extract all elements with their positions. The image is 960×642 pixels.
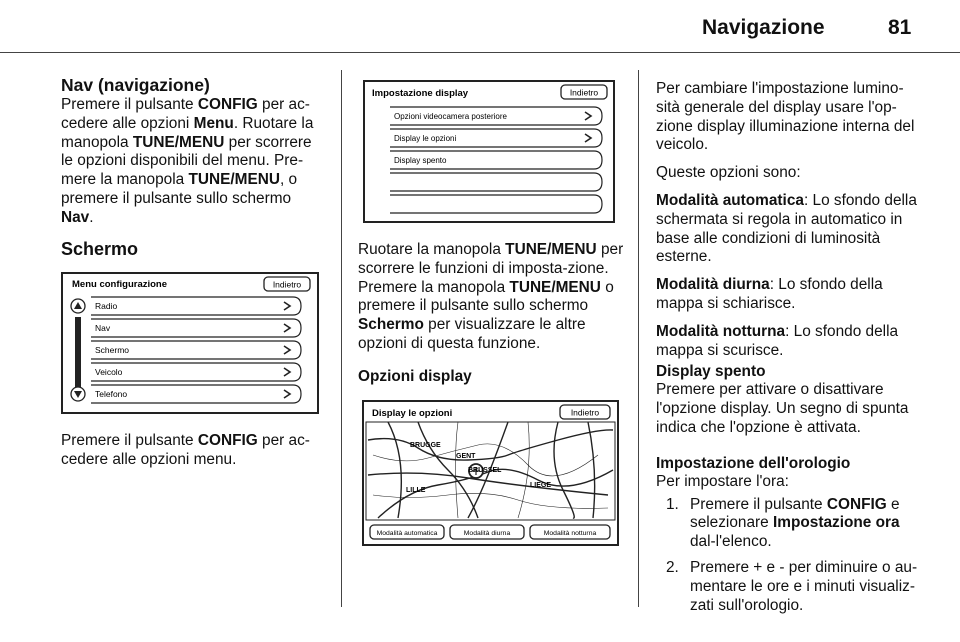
screen1-back-label: Indietro: [272, 279, 302, 290]
header-rule: [0, 52, 960, 53]
menu-item-label: Veicolo: [95, 367, 123, 378]
button-label: Modalità automatica: [376, 529, 438, 537]
map-area[interactable]: [366, 422, 615, 520]
column-divider-1: [341, 70, 342, 607]
section-heading-opzioni-display: Opzioni display: [358, 367, 472, 385]
map-city-label: BRUSSEL: [468, 466, 502, 474]
menu-item-label: Nav: [95, 323, 111, 334]
paragraph-display-spento: Premere per attivare o disattivare l'opzione display. Un segno di spunta indica che l'opzione è attivata.: [656, 381, 909, 436]
menu-item-label: Display spento: [394, 156, 447, 165]
column-2: [358, 80, 624, 546]
map-city-label: LILLE: [406, 486, 426, 494]
option-modalita-automatica: Modalità automatica: Lo sfondo della schermata si regola in automatico in base alle condizioni di luminosità esterne.: [656, 191, 917, 266]
subheading-orologio: Impostazione dell'orologio: [656, 454, 851, 472]
screen-menu-configurazione-svg: [61, 272, 319, 414]
steps-list: [666, 496, 924, 616]
button-modalita-automatica[interactable]: [370, 525, 444, 539]
screen-impostazione-display: [358, 80, 616, 223]
header-title: Navigazione: [702, 16, 825, 39]
paragraph-impostare-ora: Per impostare l'ora:: [656, 472, 789, 490]
step-item: 1. Premere il pulsante CONFIG e selezionare Impostazione ora dal-l'elenco.: [666, 495, 900, 551]
page-number: 81: [888, 16, 912, 39]
paragraph-opzioni: Queste opzioni sono:: [656, 164, 801, 182]
section-heading-schermo: Schermo: [61, 238, 139, 259]
paragraph-nav: Premere il pulsante CONFIG per ac-cedere alle opzioni Menu. Ruotare la manopola TUNE/MENU per scorrere le opzioni disponibili del menu. Pre-mere la manopola TUNE/MENU, o premere il pulsante sullo schermo Nav.: [61, 96, 314, 226]
map-city-label: LIEGE: [530, 481, 552, 489]
screen1-title: Menu configurazione: [72, 279, 167, 291]
subheading-display-spento: Display spento: [656, 363, 766, 381]
scrollbar-thumb[interactable]: [75, 317, 81, 387]
button-label: Modalità notturna: [543, 529, 597, 537]
screen-impostazione-display-svg: [358, 80, 616, 223]
menu-item-label: Opzioni videocamera posteriore: [394, 112, 507, 121]
menu-item-label: Radio: [95, 301, 118, 312]
screen3-back-label: Indietro: [570, 407, 600, 418]
button-label: Modalità diurna: [463, 529, 511, 537]
option-modalita-notturna: Modalità notturna: Lo sfondo della mappa si scurisce.: [656, 322, 899, 359]
section-heading-nav: Nav (navigazione): [61, 75, 210, 95]
screen2-title: Impostazione display: [372, 88, 469, 99]
map-city-label: BRUGGE: [410, 441, 441, 449]
screen-display-opzioni-svg: [358, 400, 620, 546]
screen2-back-label: Indietro: [569, 87, 599, 98]
column-1: [61, 74, 327, 479]
column-divider-2: [638, 70, 639, 607]
button-modalita-diurna[interactable]: [450, 525, 524, 539]
step-item: 2. Premere + e - per diminuire o au-mentare le ore e i minuti visualiz-zati sull'orologio.: [666, 558, 918, 614]
column-3: [656, 80, 924, 622]
screen3-title: Display le opzioni: [372, 407, 453, 419]
paragraph-luminosita: Per cambiare l'impostazione lumino-sità generale del display usare l'op-zione display illuminazione interna del veicolo.: [656, 80, 915, 154]
menu-item-label: Telefono: [95, 389, 128, 400]
button-modalita-notturna[interactable]: [530, 525, 610, 539]
screen-menu-configurazione: [61, 272, 319, 414]
menu-item-label: Display le opzioni: [394, 134, 457, 143]
option-modalita-diurna: Modalità diurna: Lo sfondo della mappa si schiarisce.: [656, 276, 883, 312]
paragraph-schermo: Premere il pulsante CONFIG per ac-cedere alle opzioni menu.: [61, 432, 310, 469]
map-city-label: GENT: [456, 452, 476, 460]
screen-display-opzioni: [358, 400, 620, 546]
paragraph-ruotare: Ruotare la manopola TUNE/MENU per scorrere le funzioni di imposta-zione. Premere la manopola TUNE/MENU o premere il pulsante sullo schermo Schermo per visualizzare le altre opzioni di questa funzione.: [358, 241, 624, 352]
menu-item-label: Schermo: [95, 345, 130, 356]
